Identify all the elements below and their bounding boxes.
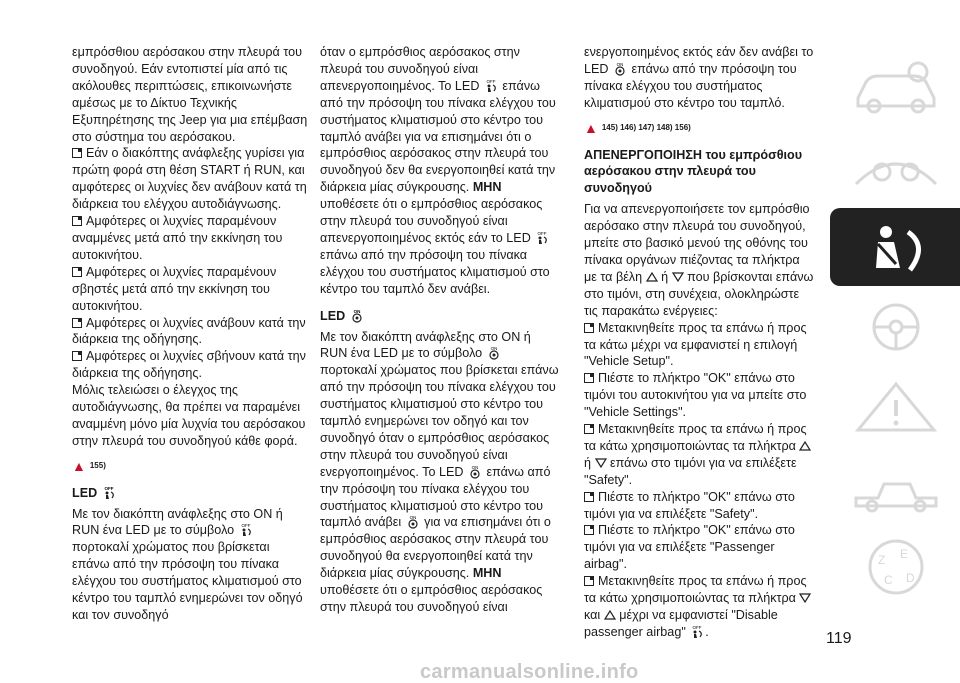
arrow-down-icon bbox=[672, 270, 684, 280]
car-search-icon bbox=[848, 58, 944, 116]
warning-reference: ▲ 145) 146) 147) 148) 156) bbox=[584, 119, 691, 136]
svg-text:OFF: OFF bbox=[537, 230, 547, 236]
text-column-3 bbox=[584, 44, 816, 641]
svg-text:OFF: OFF bbox=[241, 523, 251, 529]
section-heading: LED ON bbox=[320, 308, 560, 325]
arrow-up-icon bbox=[604, 608, 616, 618]
bullet-icon bbox=[72, 267, 82, 277]
bullet-icon bbox=[72, 318, 82, 328]
svg-text:OFF: OFF bbox=[692, 624, 702, 630]
bullet-icon bbox=[72, 216, 82, 226]
section-heading: LED OFF bbox=[72, 485, 308, 502]
tab-emergency[interactable] bbox=[830, 448, 960, 526]
tab-car-knowledge[interactable] bbox=[830, 48, 960, 126]
steering-wheel-icon bbox=[848, 298, 944, 356]
airbag-on-icon bbox=[486, 345, 502, 360]
airbag-on-icon bbox=[349, 308, 365, 323]
airbag-on-icon bbox=[612, 61, 628, 76]
airbag-on-icon bbox=[405, 514, 421, 529]
warning-triangle-icon bbox=[848, 378, 944, 436]
chapter-tabs bbox=[830, 48, 960, 608]
arrow-down-icon bbox=[595, 456, 607, 466]
paragraph: ενεργοποιημένος εκτός εάν δεν ανάβει το LED ON επάνω από την πρόσοψη του πίνακα ελέγχου του συστήματος κλιματισμού στο κέντρο του ταμπλό. bbox=[584, 45, 814, 110]
svg-text:D: D bbox=[906, 571, 915, 585]
airbag-off-icon bbox=[101, 485, 117, 500]
warning-icon: ▲ bbox=[72, 457, 86, 474]
warning-reference: ▲ 155) bbox=[72, 457, 106, 474]
list-item: Πιέστε το πλήκτρο "OK" επάνω στο τιμόνι για να επιλέξετε "Safety". bbox=[584, 489, 795, 521]
arrow-down-icon bbox=[799, 591, 811, 601]
svg-text:E: E bbox=[900, 547, 909, 561]
arrow-up-icon bbox=[646, 270, 658, 280]
svg-text:ON: ON bbox=[471, 464, 479, 470]
arrow-up-icon bbox=[799, 439, 811, 449]
svg-text:OFF: OFF bbox=[486, 78, 496, 84]
svg-text:C: C bbox=[884, 573, 893, 587]
bullet-icon bbox=[584, 492, 594, 502]
svg-text:ON: ON bbox=[409, 515, 417, 521]
list-item: Μετακινηθείτε προς τα επάνω ή προς τα κάτω μέχρι να εμφανιστεί η επιλογή "Vehicle Setup". bbox=[584, 320, 807, 369]
tab-safety[interactable] bbox=[830, 208, 960, 286]
tow-truck-icon bbox=[848, 458, 944, 516]
paragraph: εμπρόσθιου αερόσακου στην πλευρά του συνοδηγού. Εάν εντοπιστεί μία από τις ακόλουθες περιπτώσεις, επικοινωνήστε αμέσως με το Δίκτυο Τεχνικής Εξυπηρέτησης της Jeep για μια επέμβαση στο σύστημα του αερόσακου. bbox=[72, 45, 308, 144]
bullet-icon bbox=[584, 576, 594, 586]
airbag-off-icon bbox=[534, 230, 550, 245]
paragraph: όταν ο εμπρόσθιος αερόσακος στην πλευρά του συνοδηγού είναι απενεργοποιημένος. Το LED OFF επάνω από την πρόσοψη του πίνακα ελέγχου του συστήματος κλιματισμού στο κέντρο του ταμπλό ανάβει για να επισημάνει ότι ο εμπρόσθιος αερόσακος στην πλευρά του συνοδηγού δεν θα ενεργοποιηθεί κατά την διάρκεια μίας σύγκρουσης. ΜΗΝ υποθέσετε ότι ο εμπρόσθιος αερόσακος στην πλευρά του συνοδηγού είναι απενεργοποιημένος εκτός εάν το LED OFF επάνω από την πρόσοψη του πίνακα ελέγχου του συστήματος κλιματισμού στο κέντρο του ταμπλό δεν ανάβει. bbox=[320, 45, 556, 296]
section-heading: ΑΠΕΝΕΡΓΟΠΟΙΗΣΗ του εμπρόσθιου αερόσακου στην πλευρά του συνοδηγού bbox=[584, 147, 803, 196]
svg-text:ON: ON bbox=[616, 61, 624, 67]
dashboard-icon bbox=[848, 138, 944, 196]
tab-warning-lights[interactable] bbox=[830, 368, 960, 446]
list-item: Πιέστε το πλήκτρο "OK" επάνω στο τιμόνι του αυτοκινήτου για να μπείτε στο "Vehicle Settings". bbox=[584, 371, 807, 420]
tab-starting-driving[interactable] bbox=[830, 288, 960, 366]
warning-icon: ▲ bbox=[584, 119, 598, 136]
list-item: Μετακινηθείτε προς τα επάνω ή προς τα κάτω χρησιμοποιώντας τα πλήκτρα και μέχρι να εμφανιστεί "Disable passenger airbag" OFF . bbox=[584, 573, 816, 641]
paragraph: Με τον διακόπτη ανάφλεξης στο ON ή RUN ένα LED με το σύμβολο OFF πορτοκαλί χρώματος που βρίσκεται επάνω από την πρόσοψη του πίνακα ελέγχου του συστήματος κλιματισμού στο κέντρο του ταμπλό ενημερώνει τον οδηγό και τον συνοδηγό bbox=[72, 506, 303, 622]
svg-text:OFF: OFF bbox=[104, 485, 114, 491]
list-item: Αμφότερες οι λυχνίες ανάβουν κατά την διάρκεια της οδήγησης. bbox=[72, 315, 306, 347]
paragraph: Για να απενεργοποιήσετε τον εμπρόσθιο αερόσακο στην πλευρά του συνοδηγού, μπείτε στο βασικό μενού της οθόνης του πίνακα οργάνων πιέζοντας τα πλήκτρα με τα βέλη ή που βρίσκονται επάνω στο τιμόνι, στη συνέχεια, ολοκληρώστε τις παρακάτω ενέργειες: bbox=[584, 202, 814, 318]
text-column-1 bbox=[72, 44, 308, 624]
paragraph: Με τον διακόπτη ανάφλεξης στο ON ή RUN ένα LED με το σύμβολο ON πορτοκαλί χρώματος που βρίσκεται επάνω από την πρόσοψη του πίνακα ελέγχου του συστήματος κλιματισμού στο κέντρο του ταμπλό ενημερώνει τον οδηγό και τον συνοδηγό όταν ο εμπρόσθιος αερόσακος στην πλευρά του συνοδηγού είναι ενεργοποιημένος. Το LED ON επάνω από την πρόσοψη του πίνακα ελέγχου του συστήματος κλιματισμού στο κέντρο του ταμπλό ανάβει ON για να επισημάνει ότι ο εμπρόσθιος αερόσακος στην πλευρά του συνοδηγού θα ενεργοποιηθεί κατά την διάρκεια μίας σύγκρουσης. ΜΗΝ υποθέσετε ότι ο εμπρόσθιος αερόσακος στην πλευρά του συνοδηγού είναι bbox=[320, 329, 559, 614]
list-item: Αμφότερες οι λυχνίες παραμένουν αναμμένες μετά από την εκκίνηση του αυτοκινήτου. bbox=[72, 214, 283, 262]
svg-text:Z: Z bbox=[878, 553, 886, 567]
tab-alphabetical-index[interactable] bbox=[830, 528, 960, 606]
paragraph: Μόλις τελειώσει ο έλεγχος της αυτοδιάγνωσης, θα πρέπει να παραμένει αναμμένη μόνο μία λυχνία του αερόσακου στην πλευρά του συνοδηγού κάθε φορά. bbox=[72, 383, 306, 448]
bullet-icon bbox=[72, 148, 82, 158]
tab-dashboard[interactable] bbox=[830, 128, 960, 206]
bullet-icon bbox=[584, 323, 594, 333]
watermark: carmanualsonline.info bbox=[420, 661, 639, 683]
list-item: Αμφότερες οι λυχνίες σβήνουν κατά την διάρκεια της οδήγησης. bbox=[72, 349, 306, 381]
airbag-off-icon bbox=[238, 522, 254, 537]
list-item: Πιέστε το πλήκτρο "OK" επάνω στο τιμόνι για να επιλέξετε "Passenger airbag". bbox=[584, 523, 795, 572]
alphabetical-index-icon bbox=[848, 538, 944, 596]
bullet-icon bbox=[584, 525, 594, 535]
list-item: Μετακινηθείτε προς τα επάνω ή προς τα κάτω χρησιμοποιώντας τα πλήκτρα ή επάνω στο τιμόνι για να επιλέξετε "Safety". bbox=[584, 421, 816, 489]
airbag-off-icon bbox=[689, 624, 705, 639]
airbag-seatbelt-icon bbox=[848, 218, 944, 276]
text-column-2 bbox=[320, 44, 560, 616]
airbag-off-icon bbox=[483, 78, 499, 93]
svg-text:ON: ON bbox=[490, 346, 498, 352]
bullet-icon bbox=[584, 373, 594, 383]
svg-text:ON: ON bbox=[353, 308, 361, 314]
bullet-icon bbox=[584, 424, 594, 434]
bullet-icon bbox=[72, 351, 82, 361]
page-number: 119 bbox=[826, 630, 852, 647]
list-item: Εάν ο διακόπτης ανάφλεξης γυρίσει για πρώτη φορά στη θέση START ή RUN, και αμφότερες οι λυχνίες δεν ανάβουν κατά τη διάρκεια του ελέγχου αυτοδιάγνωσης. bbox=[72, 146, 307, 212]
list-item: Αμφότερες οι λυχνίες παραμένουν σβηστές μετά από την εκκίνηση του αυτοκινήτου. bbox=[72, 264, 277, 313]
airbag-on-icon bbox=[467, 464, 483, 479]
